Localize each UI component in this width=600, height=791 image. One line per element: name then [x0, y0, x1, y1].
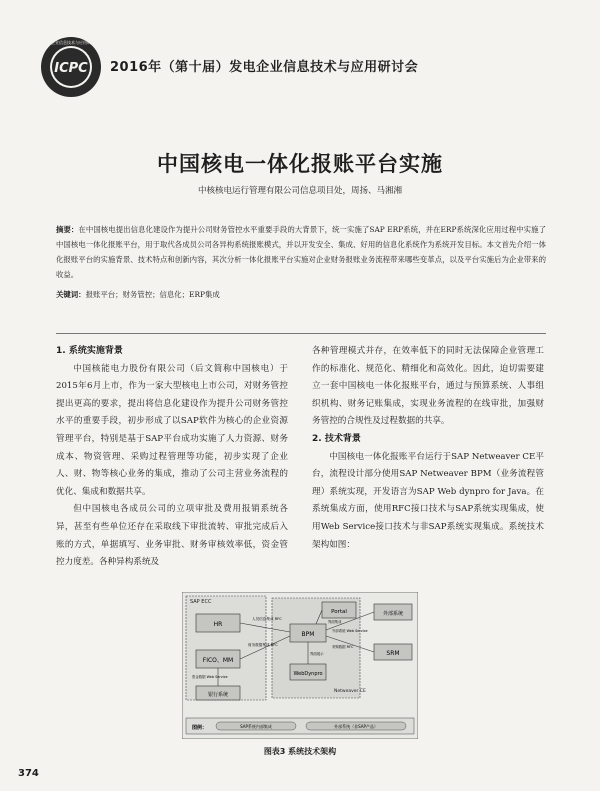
conference-title: 2016年（第十届）发电企业信息技术与应用研讨会	[110, 60, 419, 75]
section-divider	[56, 333, 546, 334]
sap-ecc-label: SAP ECC	[190, 599, 212, 605]
link-label-external: 外部系统 Web Service	[332, 629, 368, 633]
sap-ecc-region	[186, 596, 266, 700]
section-heading-2: 2. 技术背景	[312, 433, 361, 444]
legend-item-2-label: 外部系统（非SAP产品）	[334, 724, 378, 729]
right-column	[312, 343, 544, 554]
paragraph-4: 中国核电一体化报账平台运行于SAP Netweaver CE平台，流程设计部分使用SAP Netweaver BPM（业务流程管理）系统实现，开发语言为SAP Web dynpro for Java。在系统集成方面，使用RFC接口技术与SAP系统实现集成，使用Web Service接口技术与非SAP系统实现集成。系统技术架构如图：	[312, 451, 544, 550]
link-label-portal: 界面集成	[328, 620, 342, 624]
keywords-label: 关键词：	[56, 290, 86, 299]
bank-system-label: 银行系统	[207, 692, 229, 698]
link-label-srm: 采购数据 RFC	[332, 645, 354, 649]
abstract	[56, 222, 546, 282]
link-label-webdynpro: 界面展示	[310, 652, 324, 656]
portal-label: Portal	[331, 609, 347, 615]
section-heading-1: 1. 系统实施背景	[56, 346, 123, 356]
paragraph-3: 各种管理模式并存，在效率低下的同时无法保障企业管理工作的标准化、规范化、精细化和高效化。因此，迫切需要建立一套中国核电一体化报账平台，通过与预算系统、人事组织机构、财务记账集成，实现业务流程的在线审批，加强财务管控的合规性及过程数据的共享。	[312, 346, 544, 427]
abstract-label: 摘要：	[56, 225, 79, 234]
architecture-diagram	[182, 592, 418, 739]
legend-label: 图例：	[192, 725, 208, 731]
legend-item-1-label: SAP系统内部集成	[240, 724, 272, 729]
keywords-text: 报账平台；财务管控；信息化；ERP集成	[85, 290, 220, 299]
logo-text: ICPC	[54, 61, 88, 76]
keywords	[56, 289, 546, 300]
abstract-text: 在中国核电提出信息化建设作为提升公司财务管控水平重要手段的大背景下，统一实施了SAP ERP系统，并在ERP系统深化应用过程中实施了中国核电一体化报账平台，用于取代各成员公司各异构系统报账模式，并以开发安全、集成、好用的信息化系统作为系统开发目标。本文首先介绍一体化报账平台的实施背景、技术特点和创新内容，其次分析一体化报账平台实施对企业财务报账业务流程带来哪些变革点，以及平台实施后为企业带来的收益。	[56, 225, 546, 279]
left-column	[56, 343, 288, 572]
link-label-rfc2: 财务数据集成 RFC	[248, 643, 278, 647]
netweaver-label: Netweaver CE	[334, 689, 366, 694]
external-system-label: 外部系统	[382, 611, 404, 617]
webdynpro-label: WebDynpro	[293, 671, 323, 677]
link-label-bank: 资金数据 Web Service	[192, 675, 228, 679]
fico-mm-label: FICO、MM	[202, 657, 234, 664]
hr-label: HR	[213, 621, 223, 628]
article-authors: 中核核电运行管理有限公司信息项目处，周扬、马湘湘	[197, 186, 402, 196]
paragraph-2: 但中国核电各成员公司的立项审批及费用报销系统各异，甚至有些单位还存在采取线下审批流转、审批完成后入账的方式，单据填写、业务审批、财务审核效率低，资金管控力度差。各种异构系统及	[56, 504, 288, 568]
link-label-rfc1: 人员信息集成 RFC	[252, 617, 282, 621]
paragraph-1: 中国核能电力股份有限公司（后文简称中国核电）于2015年6月上市，作为一家大型核电上市公司，对财务管控提出更高的要求，提出将信息化建设作为提升公司财务管控水平的重要手段，初步形成了以SAP软件为核心的企业资源管理平台，特别是基于SAP平台成功实施了人力资源、财务成本、物资管理、采购过程管理等功能，初步实现了企业人、财、物等核心业务的集成，推动了公司主营业务流程的优化、集成和数据共享。	[56, 363, 288, 497]
logo-ring-text: 发电企业信息技术与应用研讨会	[43, 40, 99, 45]
page-number: 374	[18, 768, 39, 779]
conference-logo	[40, 36, 102, 98]
srm-label: SRM	[386, 650, 400, 657]
figure-caption: 图表3 系统技术架构	[263, 747, 337, 756]
bpm-label: BPM	[301, 631, 315, 638]
article-title: 中国核电一体化报账平台实施	[157, 152, 443, 176]
